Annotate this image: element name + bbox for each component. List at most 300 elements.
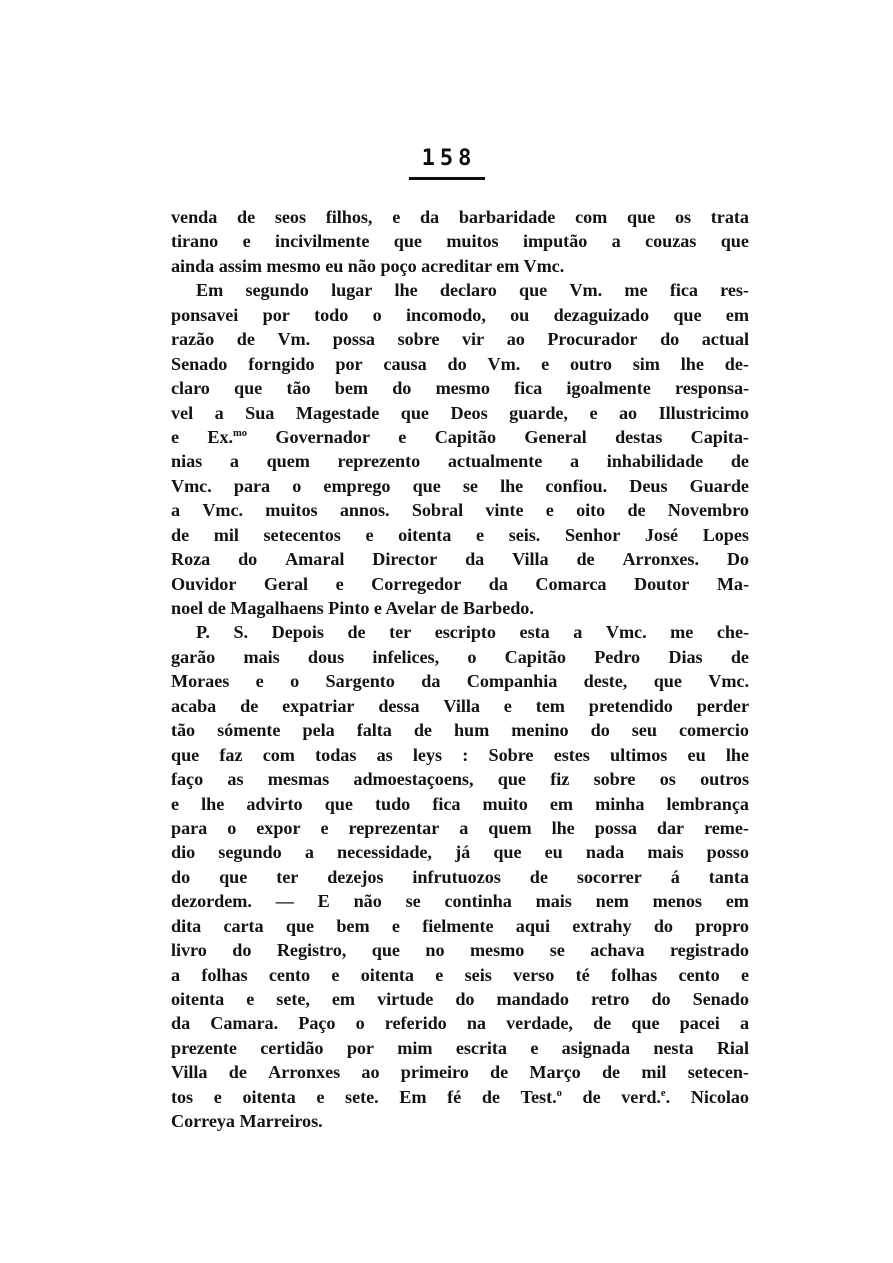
word: de: [236, 329, 255, 350]
word: folhas: [610, 964, 658, 985]
word: Sobre: [488, 744, 534, 765]
word: não: [353, 891, 382, 912]
word: e: [335, 573, 344, 594]
word: que: [285, 915, 315, 936]
word: S.: [233, 622, 249, 643]
word: Arronxes: [268, 1062, 341, 1083]
word: verd.$^e$.: [621, 1086, 671, 1107]
text-line: [171, 987, 749, 1011]
paragraph: [171, 620, 749, 1133]
text-line: [171, 449, 749, 473]
word: General: [524, 426, 587, 447]
word: do: [171, 866, 191, 887]
word: Villa: [443, 695, 480, 716]
word: trata: [710, 207, 749, 227]
word: do: [590, 720, 610, 741]
word: ultimos: [610, 744, 668, 765]
word: se: [462, 475, 478, 496]
text-line: [171, 401, 749, 425]
word: que: [631, 1013, 660, 1034]
word: posso: [706, 842, 749, 863]
word: do: [392, 378, 412, 399]
word: primeiro: [400, 1062, 469, 1083]
text-line: [171, 889, 749, 913]
word: mais: [535, 891, 572, 912]
word: seu: [631, 720, 657, 741]
word: virtude: [377, 989, 434, 1009]
word: em: [725, 891, 749, 912]
text-line: [171, 327, 749, 351]
page-text-block: [171, 205, 749, 1134]
word: mesmas: [267, 769, 330, 790]
word: Vm.: [487, 353, 521, 374]
text-line: [171, 376, 749, 400]
word: de: [228, 1062, 247, 1083]
word: e: [545, 500, 554, 521]
word: oitenta: [360, 964, 414, 985]
word: da: [421, 671, 441, 692]
word: mil: [641, 1062, 667, 1083]
word: em: [725, 304, 749, 325]
word: que: [324, 793, 353, 814]
word: mais: [647, 842, 684, 863]
word: imputão: [522, 231, 588, 252]
word: e: [213, 1086, 222, 1107]
paragraph: [171, 278, 749, 620]
word: e: [320, 817, 329, 838]
word: e: [503, 695, 512, 716]
word: se: [549, 940, 565, 961]
word: Illustricimo: [658, 402, 749, 423]
word: leys: [412, 744, 443, 765]
word: por: [262, 304, 290, 325]
word: necessidade,: [337, 842, 432, 863]
word: com: [262, 744, 295, 765]
word: e: [246, 989, 255, 1009]
word: de: [529, 866, 548, 887]
text-line: [171, 352, 749, 376]
word: registrado: [669, 940, 749, 961]
word: prezente: [171, 1037, 237, 1058]
text-line: [171, 963, 749, 987]
word: quem: [488, 817, 532, 838]
word: destas: [615, 426, 663, 447]
word: reme-: [704, 817, 749, 838]
word: de: [413, 720, 432, 741]
word: nem: [595, 891, 629, 912]
word: a: [459, 817, 469, 838]
word: Arronxes.: [622, 549, 699, 570]
word: forngido: [248, 353, 315, 374]
word: e: [541, 353, 550, 374]
word: de: [627, 500, 646, 521]
word: que: [627, 207, 656, 227]
word: Nicolao: [690, 1086, 749, 1107]
word: a: [739, 1013, 749, 1034]
word: Sua: [245, 402, 275, 423]
word: Lopes: [702, 524, 749, 545]
text-line: [171, 1036, 749, 1060]
word: já: [455, 842, 471, 863]
word: quem: [266, 451, 310, 472]
word: á: [670, 866, 680, 887]
word: menos: [652, 891, 702, 912]
word: Magestade: [295, 402, 380, 423]
word: que: [653, 671, 682, 692]
word: Ouvidor: [171, 573, 237, 594]
word: dio: [171, 842, 196, 863]
word: té: [575, 964, 590, 985]
word: :: [462, 744, 469, 765]
word: que: [171, 744, 200, 765]
word: Amaral: [285, 549, 345, 570]
word: o: [292, 475, 302, 496]
word: Villa: [171, 1062, 208, 1083]
word: que: [412, 475, 441, 496]
word: infelices,: [372, 646, 440, 667]
text-line: [171, 572, 749, 596]
word: sobre: [397, 329, 440, 350]
word: se: [405, 891, 421, 912]
word: de: [490, 1062, 509, 1083]
word: aqui: [515, 915, 550, 936]
folio-rule: [409, 177, 485, 180]
word: referido: [384, 1013, 447, 1034]
word: de: [730, 646, 749, 667]
text-line: [171, 816, 749, 840]
word: lhe: [680, 353, 704, 374]
word: oitenta: [171, 989, 225, 1009]
word: Corregedor: [371, 573, 462, 594]
word: que: [673, 304, 702, 325]
word: a: [171, 500, 181, 521]
word: para: [171, 817, 208, 838]
text-line: [171, 1011, 749, 1035]
word: a: [304, 842, 314, 863]
word: e: [392, 207, 401, 227]
word: do: [232, 940, 252, 961]
word: e: [171, 793, 180, 814]
word: Companhia: [466, 671, 558, 692]
word: me: [624, 280, 648, 301]
word: Vmc.: [605, 622, 647, 643]
word: Moraes: [171, 671, 230, 692]
word: Vmc.: [202, 500, 244, 521]
word: da: [419, 207, 440, 227]
word: a: [214, 402, 224, 423]
word: —: [275, 891, 294, 912]
word: Pedro: [594, 646, 641, 667]
word: retro: [590, 989, 630, 1009]
word: fica: [514, 378, 543, 399]
word: escrita: [455, 1037, 507, 1058]
word: hum: [453, 720, 490, 741]
word: de: [171, 524, 190, 545]
word: perder: [696, 695, 749, 716]
word: e: [255, 671, 264, 692]
word: achava: [590, 940, 645, 961]
word: tão: [171, 720, 196, 741]
word: seis: [464, 964, 492, 985]
word: Villa: [512, 549, 549, 570]
word: Vmc.: [171, 475, 212, 496]
word: infrutuozos: [412, 866, 501, 887]
word: causa: [383, 353, 427, 374]
word: que: [720, 231, 749, 252]
text-line: [171, 743, 749, 767]
word: Depois: [271, 622, 324, 643]
word: segundo: [245, 280, 309, 301]
text-line: [171, 1085, 749, 1109]
word: Camara.: [210, 1013, 279, 1034]
word: dezejos: [327, 866, 384, 887]
word: inhabilidade: [606, 451, 704, 472]
word: lembrança: [666, 793, 749, 814]
word: que: [497, 769, 526, 790]
word: tudo: [375, 793, 411, 814]
word: Paço: [298, 1013, 336, 1034]
word: a: [171, 964, 181, 985]
word: oitenta: [398, 524, 452, 545]
word: Capitão: [434, 426, 496, 447]
word: sómente: [217, 720, 281, 741]
word: estes: [553, 744, 590, 765]
word: Rial: [716, 1037, 749, 1058]
word: o: [290, 671, 300, 692]
word: de: [240, 695, 259, 716]
word: venda: [171, 207, 218, 227]
word: falta: [356, 720, 392, 741]
word: minha: [595, 793, 645, 814]
word: de: [576, 549, 595, 570]
word: claro: [171, 378, 210, 399]
word: Vmc.: [708, 671, 749, 692]
word: outro: [570, 353, 612, 374]
word: extrahy: [572, 915, 632, 936]
word: sete.: [345, 1086, 379, 1107]
word: do: [238, 549, 258, 570]
word: a: [573, 622, 583, 643]
word: por: [335, 353, 363, 374]
word: lhe: [394, 280, 418, 301]
word: advirto: [246, 793, 303, 814]
word: vinte: [485, 500, 524, 521]
word: verdade,: [506, 1013, 573, 1034]
word: P.: [196, 622, 210, 643]
word: seos: [274, 207, 306, 227]
word: lhe: [725, 744, 749, 765]
word: mil: [213, 524, 239, 545]
word: com: [575, 207, 608, 227]
word: fica: [432, 793, 461, 814]
word: ao: [361, 1062, 380, 1083]
word: oito: [576, 500, 606, 521]
word: fé: [447, 1086, 462, 1107]
word: de: [481, 1086, 500, 1107]
word: propro: [695, 915, 749, 936]
word: deste,: [583, 671, 628, 692]
text-line: noel de Magalhaens Pinto e Avelar de Barbedo.: [171, 598, 534, 618]
word: mais: [243, 646, 280, 667]
text-line: [171, 620, 749, 644]
word: que: [234, 378, 263, 399]
word: barbaridade: [458, 207, 556, 227]
word: escripto: [434, 622, 496, 643]
word: eu: [544, 842, 563, 863]
word: vir: [462, 329, 485, 350]
superscript-abbreviation: e: [660, 1087, 666, 1099]
word: nesta: [653, 1037, 694, 1058]
word: emprego: [323, 475, 391, 496]
word: eu: [687, 744, 706, 765]
text-line: [171, 669, 749, 693]
word: mim: [397, 1037, 433, 1058]
word: sete,: [276, 989, 310, 1009]
word: Geral: [263, 573, 309, 594]
superscript-abbreviation: mo: [233, 427, 248, 439]
word: dita: [171, 915, 202, 936]
word: ponsavei: [171, 304, 239, 325]
word: responsa-: [675, 378, 749, 399]
word: incivilmente: [275, 231, 370, 252]
text-line: [171, 474, 749, 498]
text-line: [171, 205, 749, 229]
word: muitos: [446, 231, 499, 252]
text-line: [171, 547, 749, 571]
word: Roza: [171, 549, 211, 570]
paragraph: [171, 205, 749, 278]
text-line: ainda assim mesmo eu não poço acreditar em Vmc.: [171, 255, 565, 276]
word: do: [447, 353, 467, 374]
word: reprezentar: [348, 817, 440, 838]
word: outros: [700, 769, 749, 790]
word: da: [171, 1013, 191, 1034]
word: e: [365, 524, 374, 545]
word: de: [237, 207, 256, 227]
word: Sobral: [411, 500, 464, 521]
word: E: [317, 891, 330, 912]
word: carta: [223, 915, 264, 936]
word: lhe: [500, 475, 524, 496]
word: Vm.: [277, 329, 311, 350]
text-line: [171, 523, 749, 547]
word: todo: [314, 304, 349, 325]
word: Deus: [629, 475, 668, 496]
word: de: [601, 1062, 621, 1083]
word: pretendido: [588, 695, 673, 716]
word: che-: [716, 622, 749, 643]
word: Sargento: [325, 671, 395, 692]
word: ao: [506, 329, 525, 350]
word: couzas: [645, 231, 697, 252]
word: José: [644, 524, 679, 545]
word: Em: [399, 1086, 427, 1107]
word: sobre: [593, 769, 636, 790]
word: Guarde: [689, 475, 749, 496]
word: Comarca: [535, 573, 607, 594]
word: Senado: [692, 989, 749, 1009]
word: bem: [334, 378, 368, 399]
text-line: [171, 718, 749, 742]
text-line: [171, 792, 749, 816]
word: tos: [171, 1086, 194, 1107]
word: filhos,: [325, 207, 373, 227]
word: mandado: [496, 989, 569, 1009]
word: do: [660, 329, 680, 350]
word: a: [611, 231, 621, 252]
word: Senhor: [564, 524, 621, 545]
word: expor: [256, 817, 301, 838]
word: seis.: [508, 524, 541, 545]
word: e: [476, 524, 485, 545]
word: expatriar: [282, 695, 355, 716]
word: do: [651, 989, 671, 1009]
word: pela: [302, 720, 335, 741]
word: segundo: [218, 842, 282, 863]
word: ter: [389, 622, 412, 643]
text-line: [171, 1060, 749, 1084]
word: possa: [594, 817, 637, 838]
word: fiz: [550, 769, 570, 790]
word: muitos: [265, 500, 318, 521]
word: na: [466, 1013, 486, 1034]
word: dar: [656, 817, 685, 838]
word: ou: [510, 304, 530, 325]
word: admoestaçoens,: [353, 769, 474, 790]
word: que: [400, 402, 429, 423]
word: incomodo,: [405, 304, 486, 325]
word: Registro,: [276, 940, 347, 961]
word: tirano: [171, 231, 219, 252]
word: ao: [618, 402, 638, 423]
word: razão: [171, 329, 215, 350]
word: dezaguizado: [553, 304, 650, 325]
word: asignada: [561, 1037, 631, 1058]
word: Dias: [668, 646, 703, 667]
word: dezordem.: [171, 891, 252, 912]
word: actualmente: [447, 451, 543, 472]
word: cento: [678, 964, 720, 985]
word: faço: [171, 769, 204, 790]
word: o: [372, 304, 382, 325]
text-line: [171, 865, 749, 889]
word: Novembro: [667, 500, 749, 521]
word: cento: [268, 964, 311, 985]
word: que: [371, 940, 400, 961]
word: livro: [171, 940, 207, 961]
word: para: [233, 475, 271, 496]
word: de: [347, 622, 366, 643]
word: e: [391, 915, 400, 936]
word: Doutor: [634, 573, 690, 594]
word: lhe: [551, 817, 575, 838]
word: declaro: [439, 280, 497, 301]
page-folio: [0, 148, 893, 180]
word: reprezento: [337, 451, 421, 472]
word: que: [219, 866, 248, 887]
word: possa: [332, 329, 375, 350]
text-line: [171, 938, 749, 962]
word: certidão: [260, 1037, 324, 1058]
word: Senado: [171, 353, 228, 374]
word: tão: [286, 378, 311, 399]
word: actual: [701, 329, 749, 350]
word: as: [227, 769, 244, 790]
word: Deos: [450, 402, 488, 423]
word: de: [582, 1086, 601, 1107]
word: esta: [519, 622, 550, 643]
word: Ma-: [716, 573, 749, 594]
